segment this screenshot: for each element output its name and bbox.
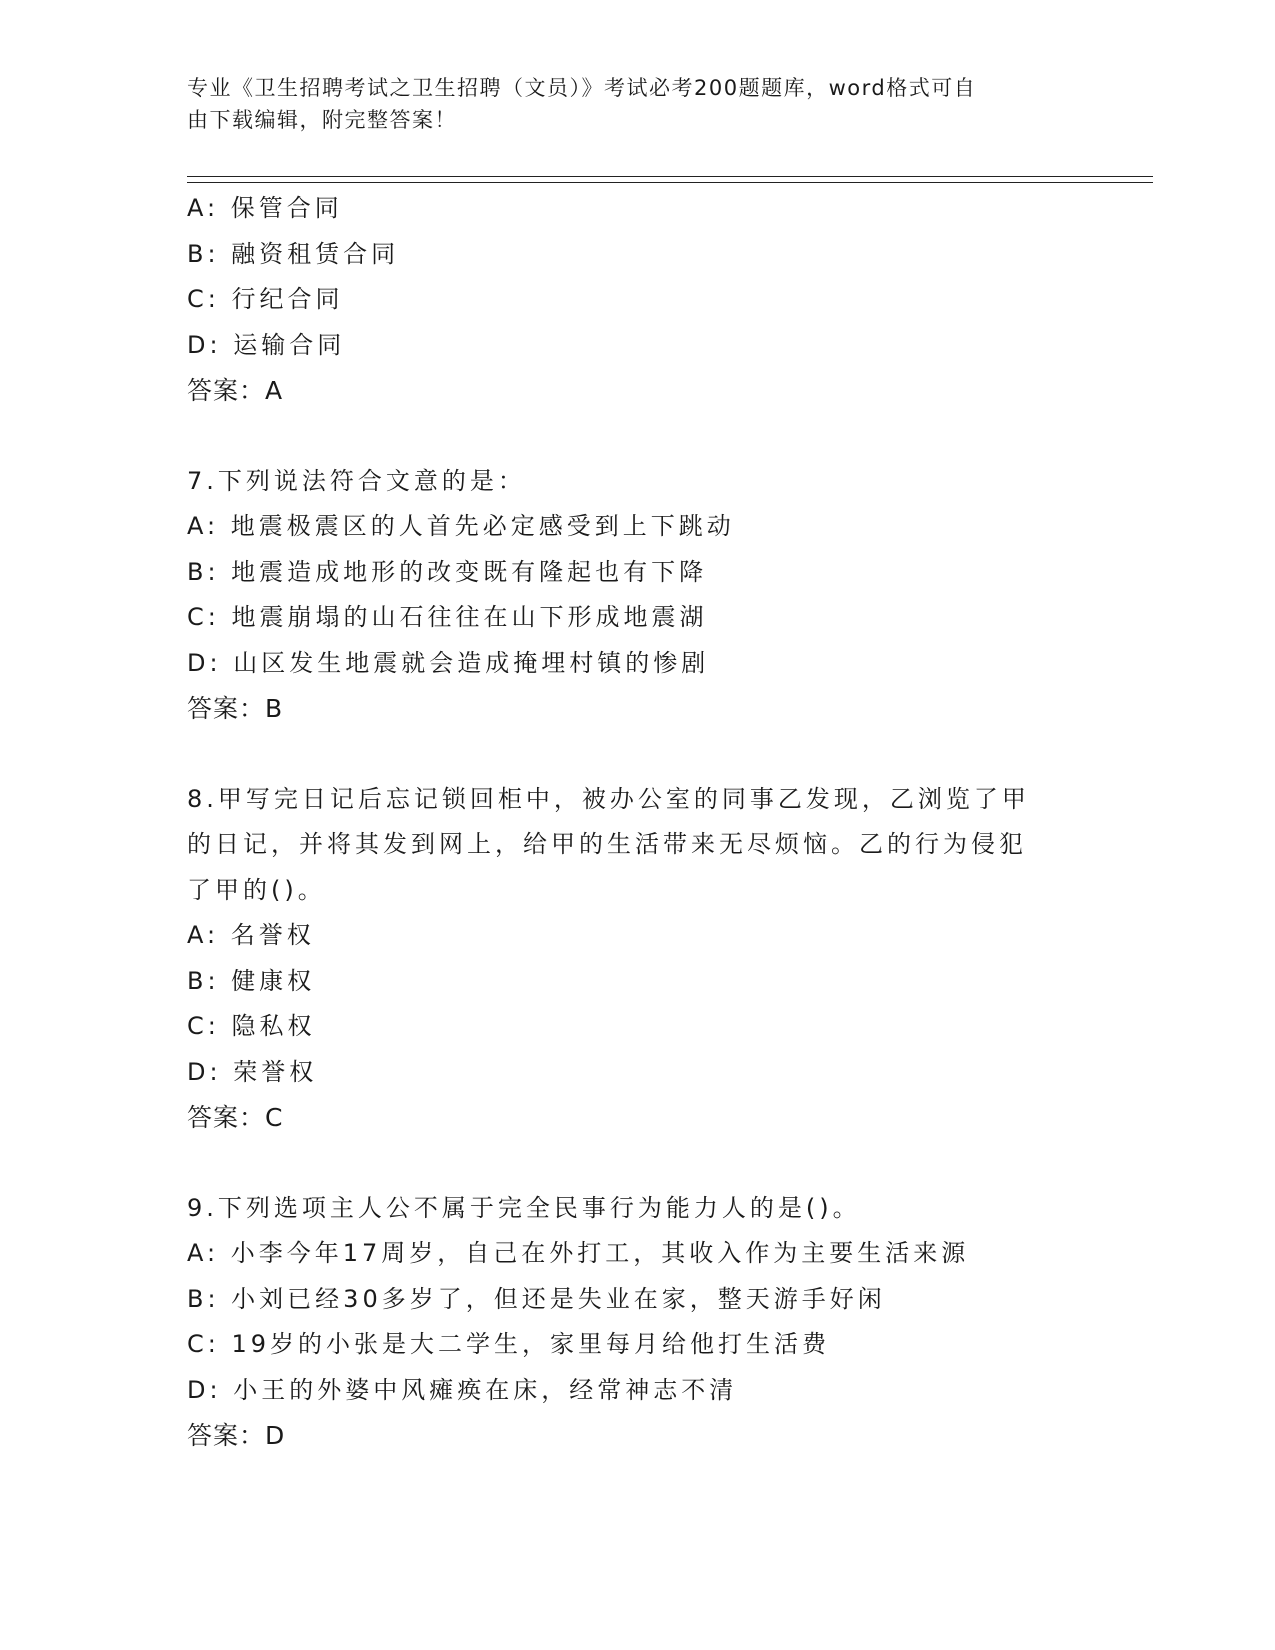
option-c: C: 隐私权 bbox=[187, 1012, 316, 1040]
option-a: A: 小李今年17周岁，自己在外打工，其收入作为主要生活来源 bbox=[187, 1239, 970, 1267]
option-d: D: 小王的外婆中风瘫痪在床，经常神志不清 bbox=[187, 1375, 738, 1404]
option-d: D: 荣誉权 bbox=[187, 1057, 318, 1086]
question-stem-line-3: 了甲的()。 bbox=[187, 875, 326, 904]
question-stem-line-1: 8.甲写完日记后忘记锁回柜中，被办公室的同事乙发现，乙浏览了甲 bbox=[187, 784, 1030, 813]
option-a: A: 名誉权 bbox=[187, 921, 315, 949]
header-rule-top bbox=[187, 176, 1153, 177]
spacer bbox=[187, 732, 1087, 777]
option-c: C: 行纪合同 bbox=[187, 285, 344, 313]
option-c: C: 19岁的小张是大二学生，家里每月给他打生活费 bbox=[187, 1330, 831, 1358]
answer-line: 答案：A bbox=[187, 376, 284, 405]
option-a: A: 保管合同 bbox=[187, 194, 343, 222]
spacer bbox=[187, 414, 1087, 459]
question-7 bbox=[187, 459, 1087, 732]
option-d: D: 运输合同 bbox=[187, 330, 346, 359]
option-d: D: 山区发生地震就会造成掩埋村镇的惨剧 bbox=[187, 648, 710, 677]
question-6-continued bbox=[187, 186, 1087, 414]
answer-line: 答案：B bbox=[187, 694, 284, 723]
option-b: B: 地震造成地形的改变既有隆起也有下降 bbox=[187, 557, 708, 586]
question-9 bbox=[187, 1186, 1087, 1459]
document-header bbox=[187, 72, 1067, 136]
answer-line: 答案：C bbox=[187, 1103, 284, 1132]
option-c: C: 地震崩塌的山石往往在山下形成地震湖 bbox=[187, 603, 708, 631]
document-body bbox=[187, 186, 1087, 1459]
question-stem-line-2: 的日记，并将其发到网上，给甲的生活带来无尽烦恼。乙的行为侵犯 bbox=[187, 830, 1027, 858]
answer-line: 答案：D bbox=[187, 1421, 286, 1450]
option-b: B: 小刘已经30多岁了，但还是失业在家，整天游手好闲 bbox=[187, 1284, 886, 1313]
question-stem: 7.下列说法符合文意的是： bbox=[187, 466, 526, 495]
spacer bbox=[187, 1141, 1087, 1186]
question-stem: 9.下列选项主人公不属于完全民事行为能力人的是()。 bbox=[187, 1193, 861, 1222]
header-line-1: 专业《卫生招聘考试之卫生招聘（文员）》考试必考200题题库，word格式可自 bbox=[187, 76, 977, 100]
option-b: B: 健康权 bbox=[187, 966, 316, 995]
option-a: A: 地震极震区的人首先必定感受到上下跳动 bbox=[187, 512, 735, 540]
question-8 bbox=[187, 777, 1087, 1141]
option-b: B: 融资租赁合同 bbox=[187, 239, 400, 268]
header-line-2: 由下载编辑，附完整答案！ bbox=[187, 108, 457, 132]
header-rule-bottom bbox=[187, 182, 1153, 183]
